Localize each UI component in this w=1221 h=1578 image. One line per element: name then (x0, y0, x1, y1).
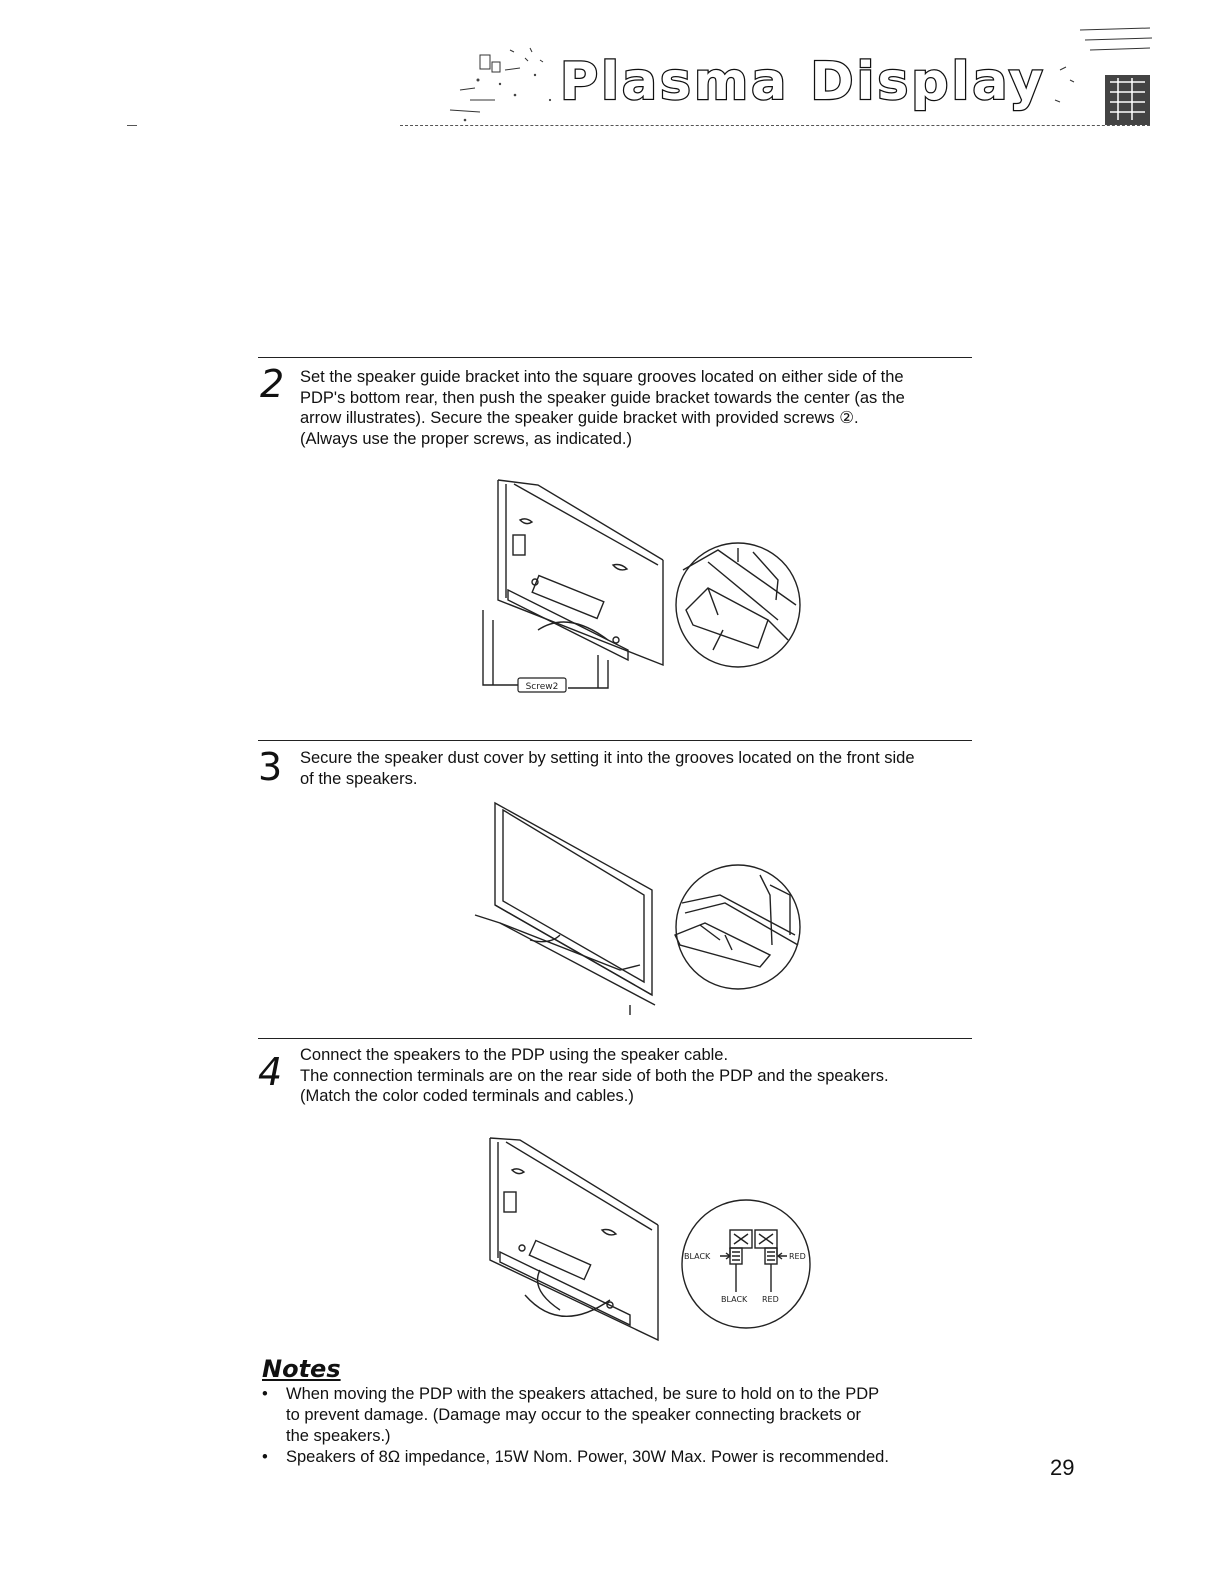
note-bullet: • (262, 1385, 268, 1403)
note-line: to prevent damage. (Damage may occur to the speaker connecting brackets or (286, 1406, 862, 1424)
header-decoration-left (440, 40, 560, 130)
step-2-line: Set the speaker guide bracket into the square grooves located on either side of the (300, 368, 904, 386)
note-item (262, 1384, 982, 1447)
step-4-number: 4 (258, 1050, 283, 1094)
note-line: Speakers of 8Ω impedance, 15W Nom. Power, 30W Max. Power is recommended. (286, 1448, 889, 1466)
step-2-rule (258, 357, 972, 358)
page-number: 29 (1050, 1455, 1075, 1480)
step-4-line: Connect the speakers to the PDP using the speaker cable. (300, 1046, 729, 1064)
notes-list (262, 1384, 982, 1468)
step-3-text (300, 748, 980, 789)
screw-label: Screw2 (525, 682, 559, 692)
page-title: Plasma Display (560, 52, 1046, 112)
step-2-number: 2 (260, 362, 285, 406)
step-2-line: (Always use the proper screws, as indicated.) (300, 429, 632, 448)
header-rule (400, 125, 1150, 126)
note-line: When moving the PDP with the speakers attached, be sure to hold on to the PDP (286, 1385, 880, 1403)
header-tick (127, 125, 137, 126)
step-3-rule (258, 740, 972, 741)
step-2-illustration (478, 470, 808, 700)
step-3-line: Secure the speaker dust cover by setting it into the grooves located on the front side (300, 749, 915, 767)
step-4-illustration (480, 1130, 830, 1350)
red-right-label: RED (789, 1252, 806, 1261)
step-3-illustration (470, 795, 810, 1015)
step-4-line: The connection terminals are on the rear side of both the PDP and the speakers. (300, 1066, 889, 1085)
step-4-line: (Match the color coded terminals and cables.) (300, 1087, 634, 1105)
black-bottom-label: BLACK (721, 1295, 748, 1304)
black-left-label: BLACK (684, 1252, 711, 1261)
red-bottom-label: RED (762, 1295, 779, 1304)
step-2-text (300, 367, 980, 449)
notes-title: Notes (262, 1355, 341, 1383)
page-header (0, 0, 1221, 140)
step-2-line: PDP's bottom rear, then push the speaker guide bracket towards the center (as the (300, 388, 905, 407)
note-item (262, 1447, 982, 1468)
note-line: the speakers.) (286, 1427, 391, 1445)
note-bullet: • (262, 1448, 268, 1466)
step-4-text (300, 1045, 980, 1107)
step-3-number: 3 (258, 745, 283, 789)
step-4-rule (258, 1038, 972, 1039)
header-decoration-right (1040, 20, 1155, 130)
step-2-line: arrow illustrates). Secure the speaker guide bracket with provided screws ②. (300, 409, 859, 427)
step-3-line: of the speakers. (300, 769, 418, 788)
